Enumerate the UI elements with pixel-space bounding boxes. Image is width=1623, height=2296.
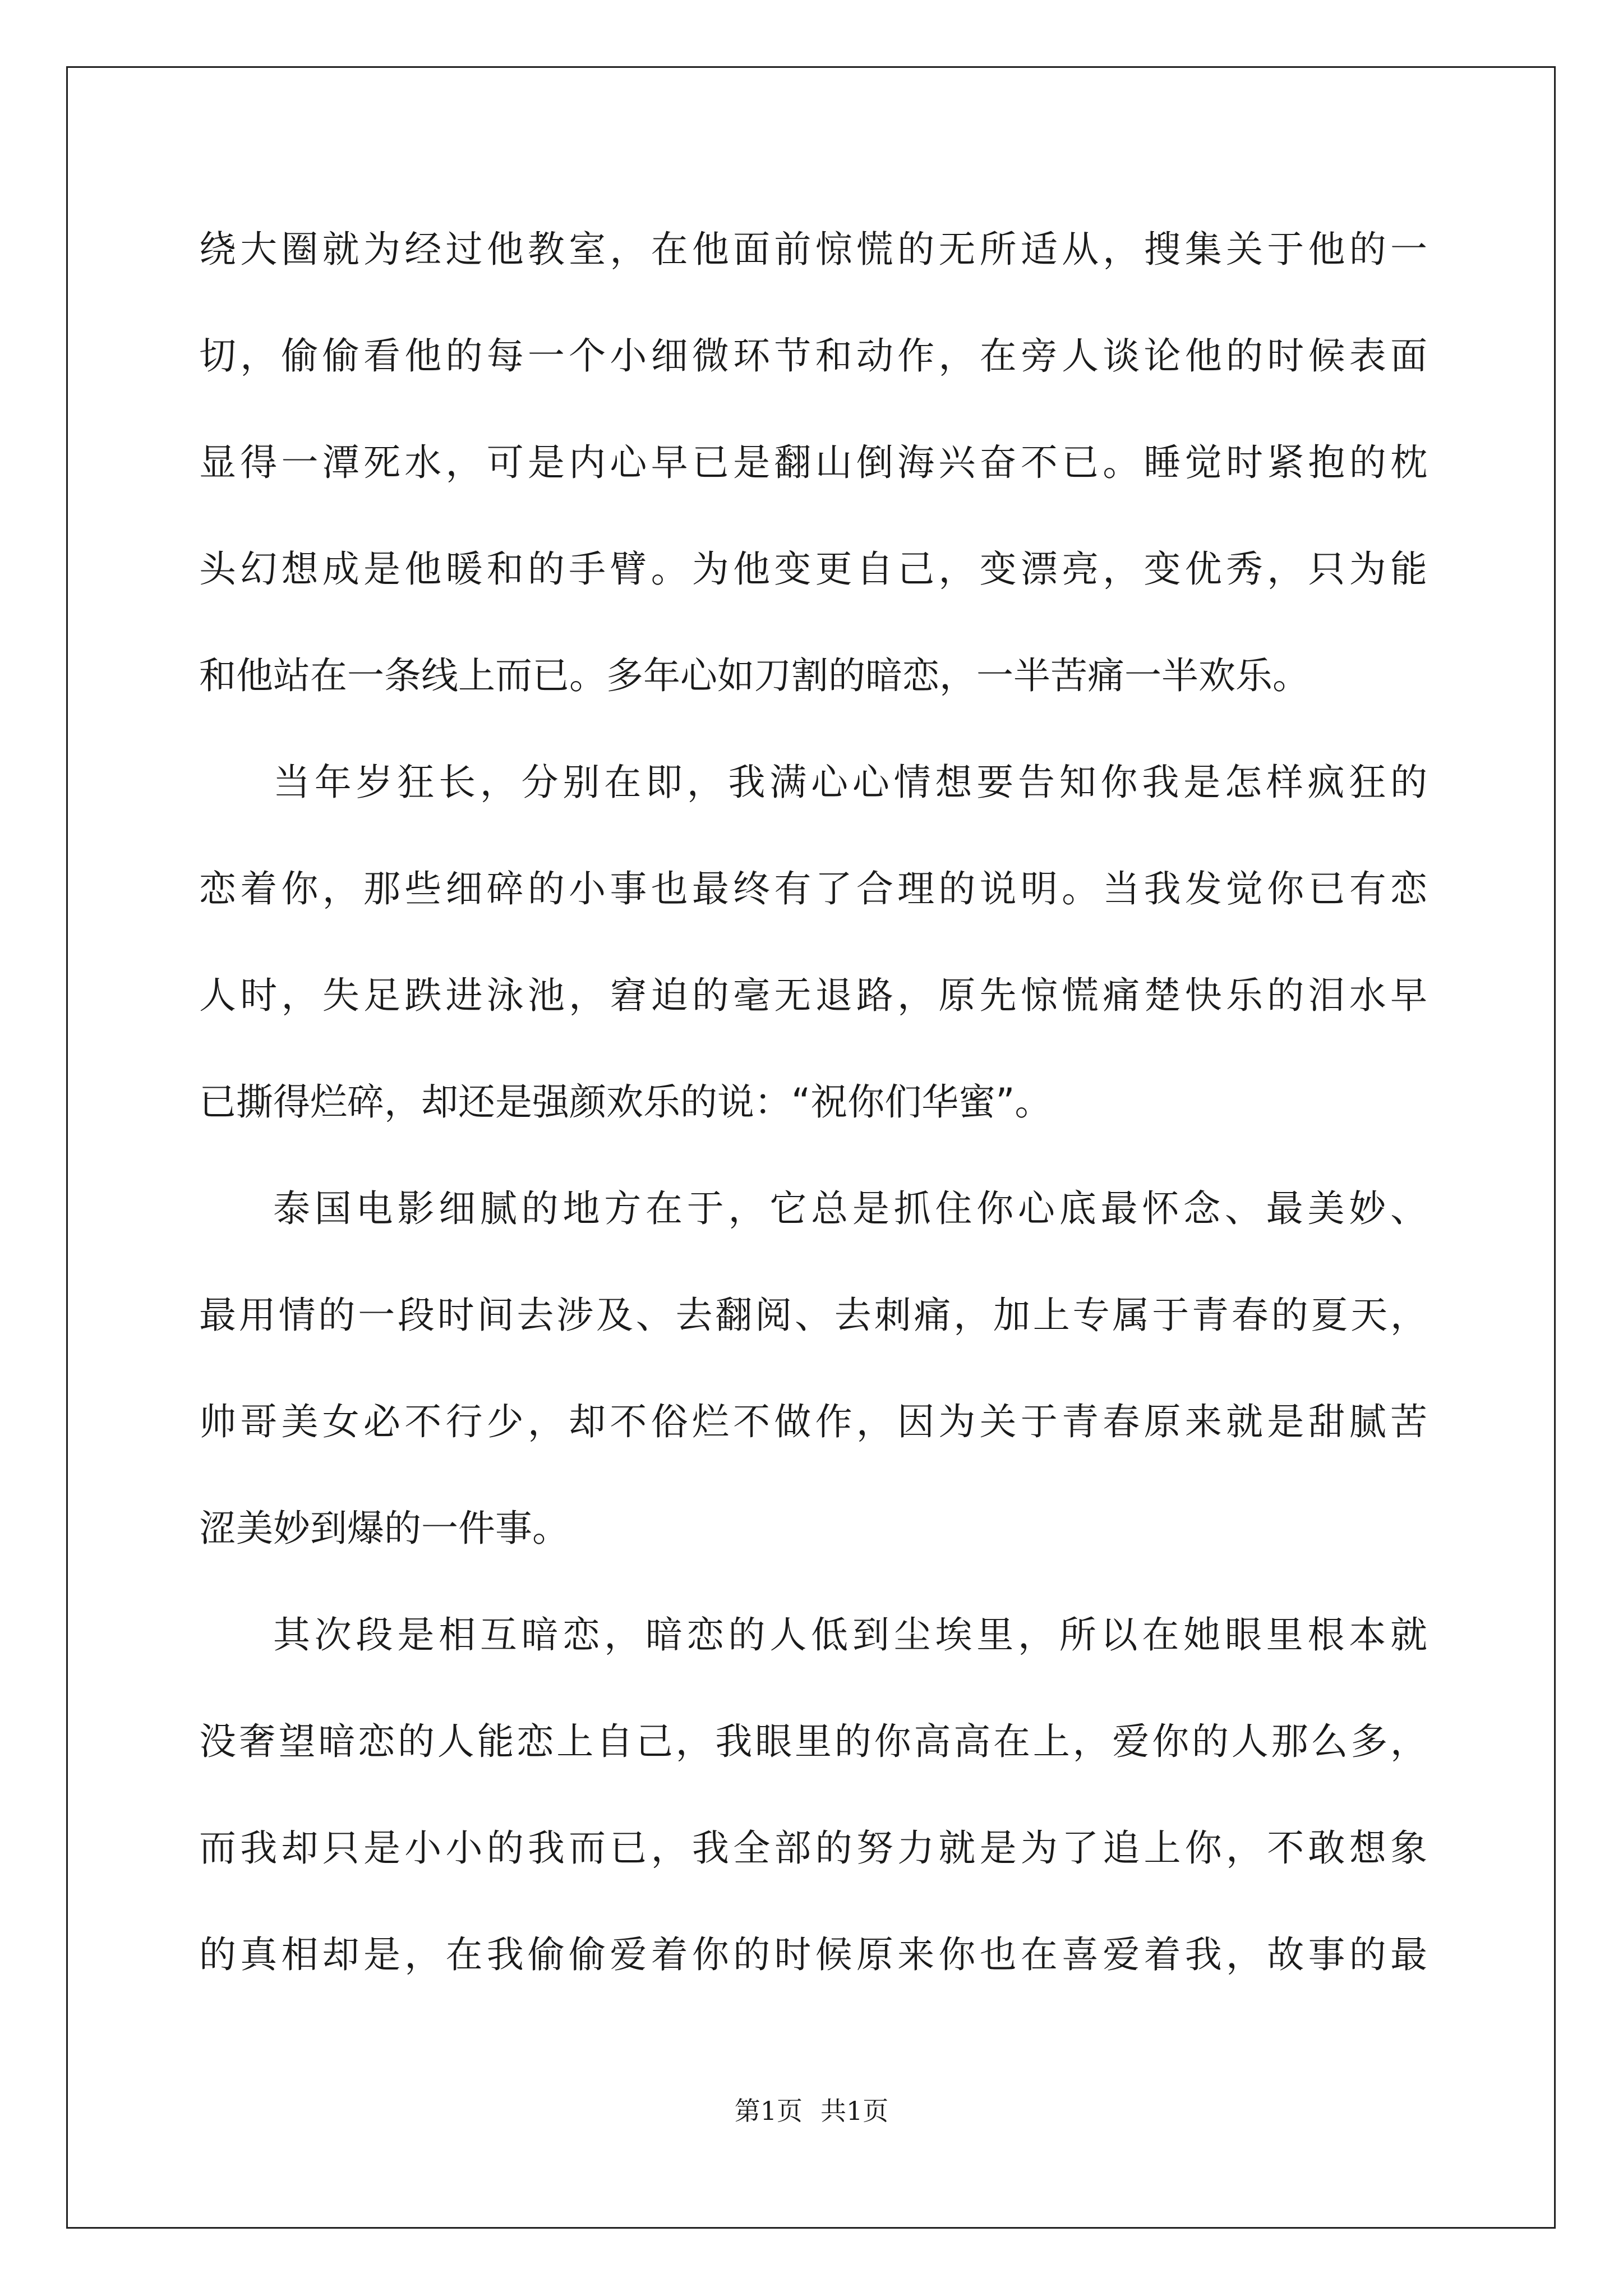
text-line: 涩美妙到爆的一件事。 <box>199 1507 569 1550</box>
page-total: 共1页 <box>820 2096 889 2126</box>
page-frame <box>66 66 1556 2229</box>
text-line: 泰国电影细腻的地方在于，它总是抓住你心底最怀念、最美妙、 <box>273 1187 1427 1230</box>
text-line: 显得一潭死水，可是内心早已是翻山倒海兴奋不已。睡觉时紧抱的枕 <box>199 441 1427 484</box>
text-line: 头幻想成是他暖和的手臂。为他变更自己，变漂亮，变优秀，只为能 <box>199 547 1427 591</box>
text-line: 的真相却是，在我偷偷爱着你的时候原来你也在喜爱着我，故事的最 <box>199 1933 1427 1976</box>
text-line: 切，偷偷看他的每一个小细微环节和动作，在旁人谈论他的时候表面 <box>199 334 1427 378</box>
text-line: 和他站在一条线上而已。多年心如刀割的暗恋，一半苦痛一半欢乐。 <box>199 654 1310 697</box>
text-line: 恋着你，那些细碎的小事也最终有了合理的说明。当我发觉你已有恋 <box>199 867 1427 910</box>
text-line: 没奢望暗恋的人能恋上自己，我眼里的你高高在上，爱你的人那么多， <box>199 1720 1427 1763</box>
text-line: 绕大圈就为经过他教室，在他面前惊慌的无所适从，搜集关于他的一 <box>199 228 1427 271</box>
page-footer <box>0 2094 1623 2128</box>
text-line: 已撕得烂碎，却还是强颜欢乐的说：“祝你们华蜜”。 <box>199 1080 1052 1124</box>
text-line: 而我却只是小小的我而已，我全部的努力就是为了追上你，不敢想象 <box>199 1826 1427 1870</box>
text-line: 当年岁狂长，分别在即，我满心心情想要告知你我是怎样疯狂的 <box>273 761 1427 804</box>
text-line: 最用情的一段时间去涉及、去翻阅、去刺痛，加上专属于青春的夏天， <box>199 1294 1427 1337</box>
text-line: 人时，失足跌进泳池，窘迫的毫无退路，原先惊慌痛楚快乐的泪水早 <box>199 974 1427 1017</box>
text-line: 帅哥美女必不行少，却不俗烂不做作，因为关于青春原来就是甜腻苦 <box>199 1400 1427 1443</box>
page-number: 第1页 <box>734 2096 803 2126</box>
text-line: 其次段是相互暗恋，暗恋的人低到尘埃里，所以在她眼里根本就 <box>273 1613 1427 1657</box>
